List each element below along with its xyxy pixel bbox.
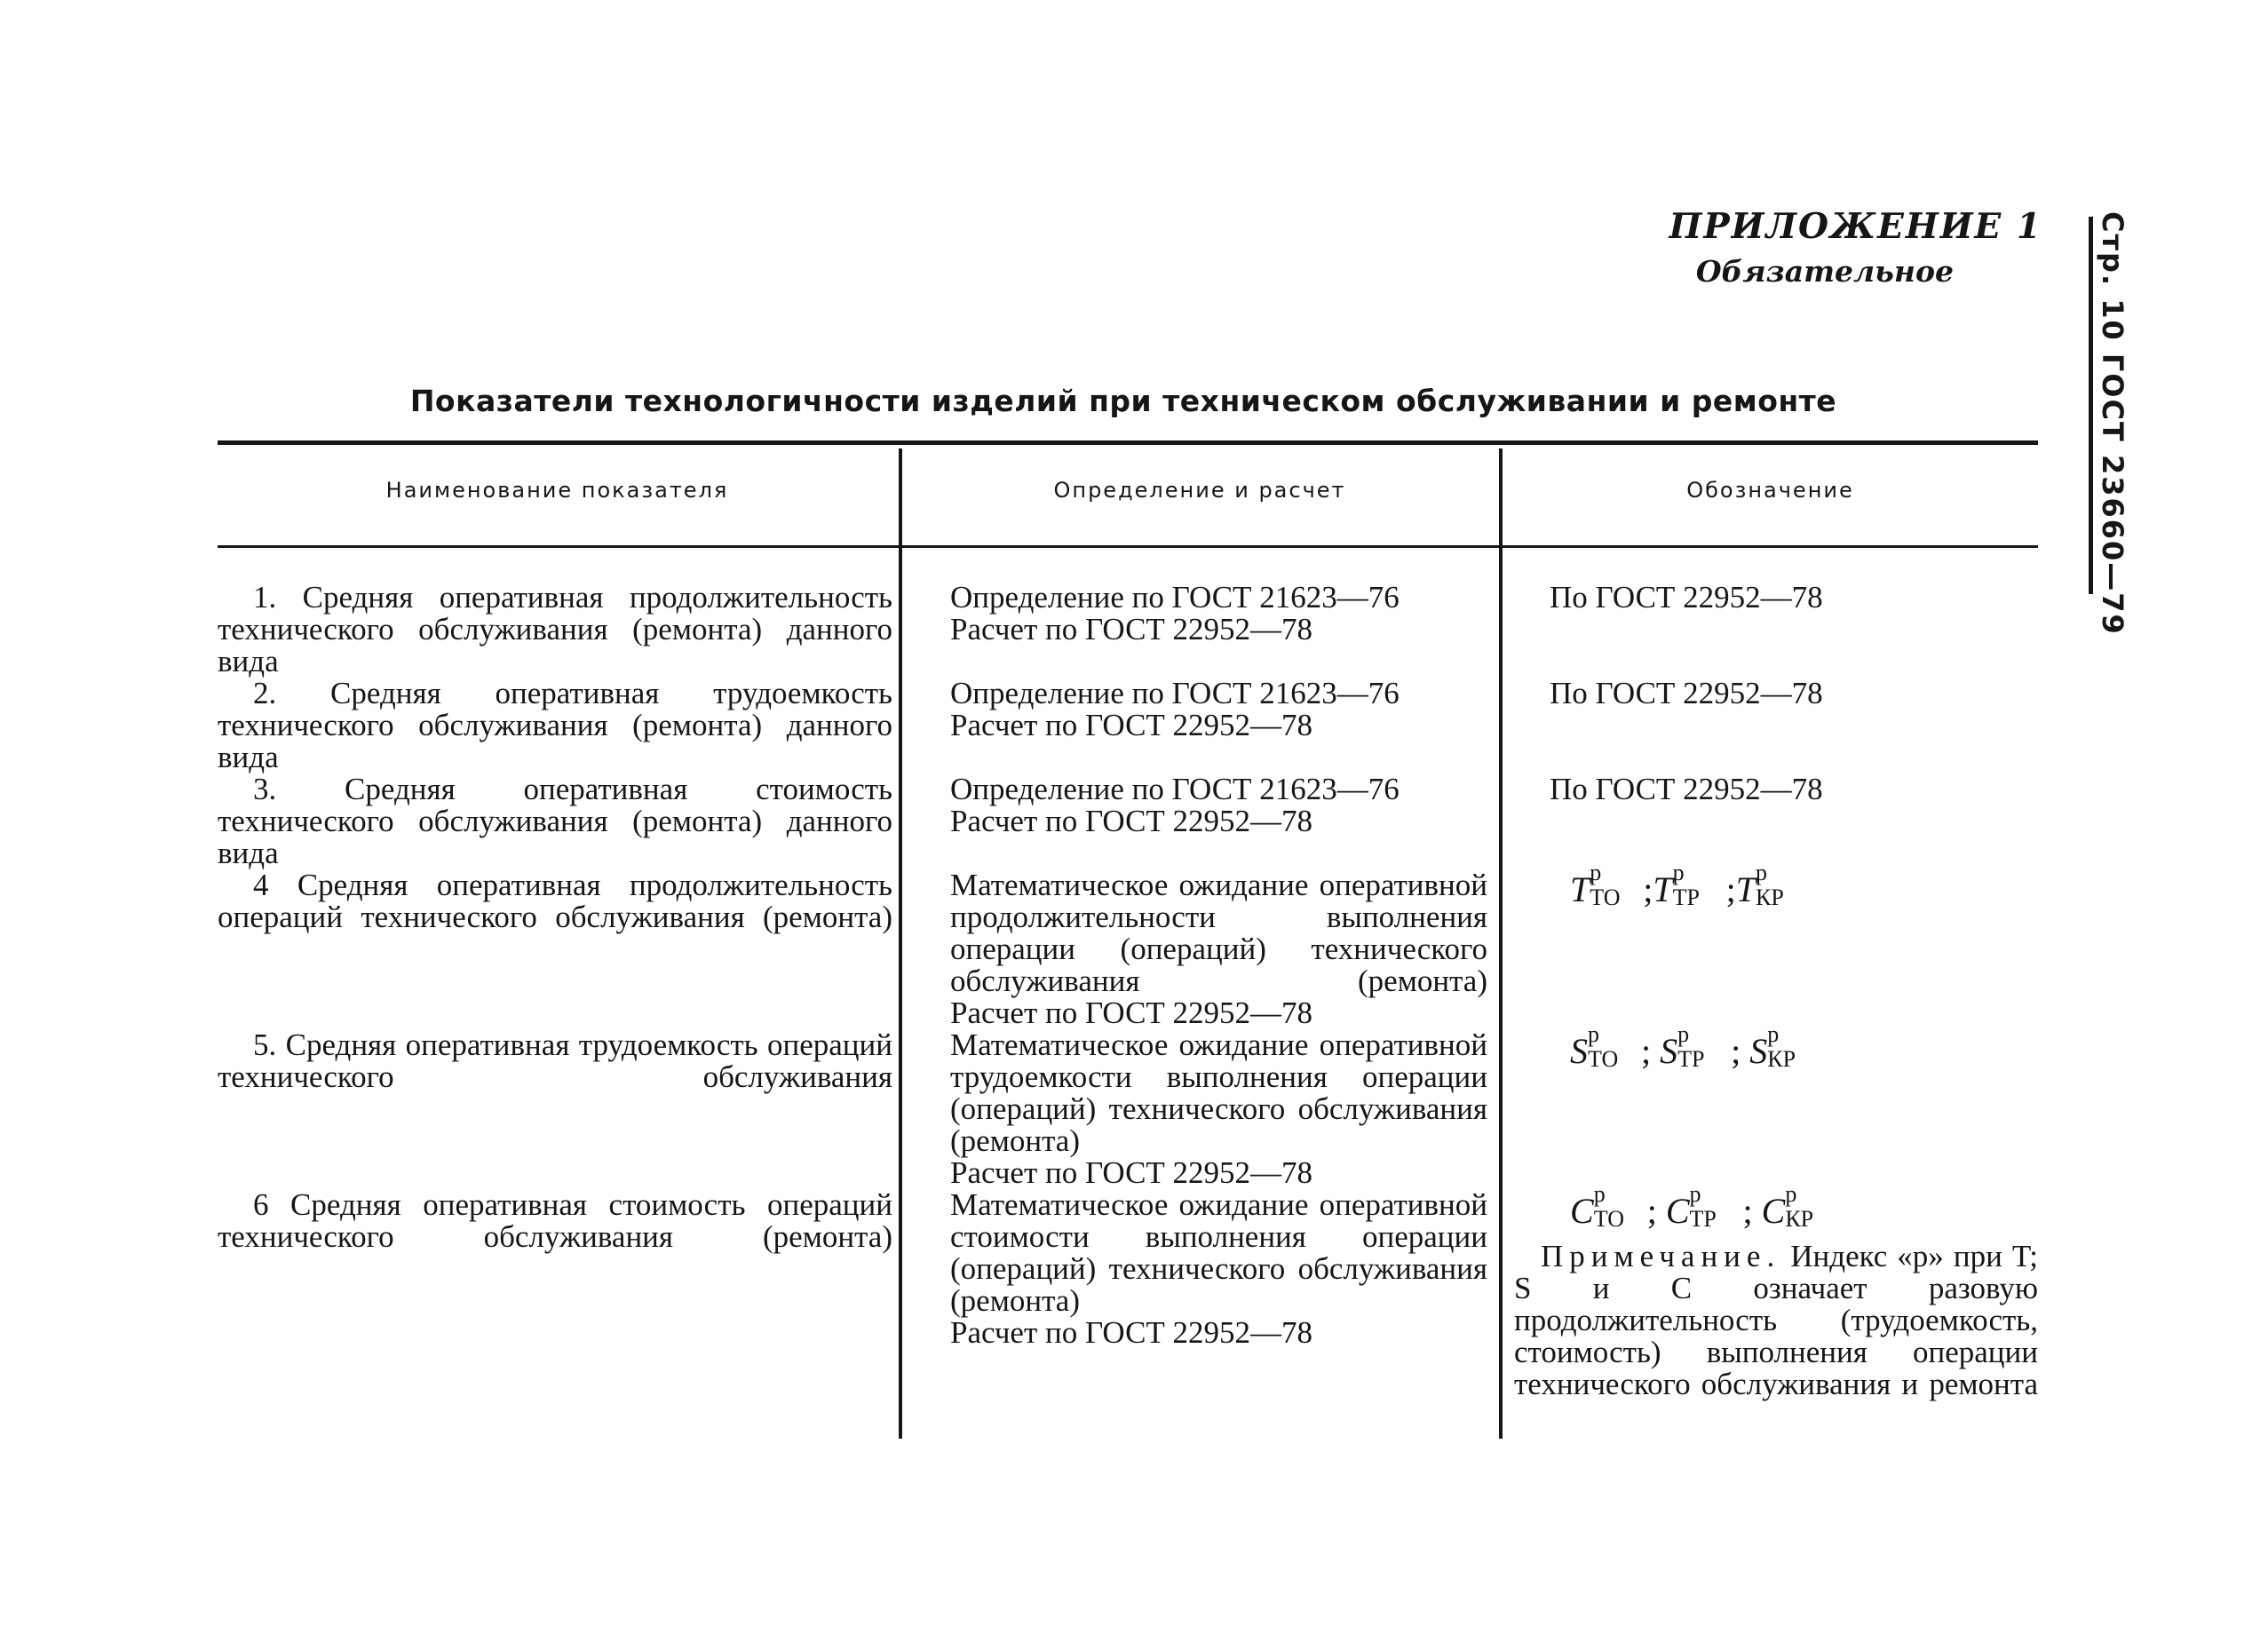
symbol-index: р ТР bbox=[1689, 1180, 1717, 1232]
row-designation: По ГОСТ 22952—78 bbox=[1550, 676, 1823, 710]
table-top-rule bbox=[218, 440, 2038, 445]
table-row bbox=[218, 582, 892, 678]
row-definition bbox=[950, 678, 1483, 742]
symbol-index: р ТР bbox=[1672, 859, 1700, 910]
table-header-rule bbox=[218, 545, 2038, 548]
symbol-separator: ; bbox=[1742, 1191, 1762, 1231]
column-header-name: Наименование показателя bbox=[385, 478, 729, 503]
symbol-index: р КР bbox=[1785, 1180, 1814, 1232]
row-name: 2. Средняя оперативная трудоемкость технического обслуживания (ремонта) данного вида bbox=[218, 676, 892, 774]
appendix-title: ПРИЛОЖЕНИЕ 1 bbox=[1669, 206, 2042, 247]
column-header-definition: Определение и расчет bbox=[1053, 478, 1346, 503]
symbol-letter: T bbox=[1735, 869, 1756, 909]
calculation-text: Расчет по ГОСТ 22952—78 bbox=[950, 1315, 1313, 1350]
symbol-separator: ; bbox=[1731, 1031, 1750, 1071]
definition-text: Математическое ожидание оперативной стоимости выполнения операции (операций) технического обслуживания (ремонта) bbox=[950, 1187, 1487, 1318]
row-name: 4 Средняя оперативная продолжительность операций технического обслуживания (ремонта) bbox=[218, 868, 892, 934]
symbol-separator: ; bbox=[1725, 869, 1736, 909]
symbol-letter: T bbox=[1570, 869, 1590, 909]
page-header: Стр. 10 ГОСТ 23660—79 bbox=[2096, 211, 2129, 636]
definition-text: Математическое ожидание оперативной продолжительности выполнения операции (операций) технического обслуживания (ремонта) bbox=[950, 868, 1487, 998]
table-row bbox=[218, 678, 892, 773]
column-header-designation: Обозначение bbox=[1686, 478, 1854, 503]
symbol-separator: ; bbox=[1646, 1191, 1666, 1231]
row-designation: По ГОСТ 22952—78 bbox=[1550, 772, 1823, 806]
symbol-letter: C bbox=[1665, 1191, 1690, 1231]
symbol-letter: S bbox=[1660, 1031, 1678, 1071]
table-row bbox=[218, 869, 892, 933]
row-definition bbox=[950, 582, 1483, 646]
symbol-letter: T bbox=[1653, 869, 1673, 909]
calculation-text: Расчет по ГОСТ 22952—78 bbox=[950, 804, 1313, 838]
symbol-letter: S bbox=[1749, 1031, 1768, 1071]
table-row bbox=[218, 1189, 892, 1253]
row-name: 1. Средняя оперативная продолжительность технического обслуживания (ремонта) данного вида bbox=[218, 580, 892, 678]
symbol-index: р ТР bbox=[1677, 1020, 1705, 1072]
symbol-separator: ; bbox=[1641, 1031, 1661, 1071]
row-name: 5. Средняя оперативная трудоемкость операций технического обслуживания bbox=[218, 1027, 892, 1094]
definition-text: Определение по ГОСТ 21623—76 bbox=[950, 580, 1400, 615]
definition-text: Математическое ожидание оперативной трудоемкости выполнения операции (операций) технического обслуживания (ремонта) bbox=[950, 1027, 1487, 1158]
calculation-text: Расчет по ГОСТ 22952—78 bbox=[950, 1155, 1313, 1190]
definition-text: Определение по ГОСТ 21623—76 bbox=[950, 772, 1400, 806]
table-row bbox=[218, 773, 892, 869]
calculation-text: Расчет по ГОСТ 22952—78 bbox=[950, 612, 1313, 646]
symbol-letter: S bbox=[1570, 1031, 1588, 1071]
symbol-index: р КР bbox=[1767, 1020, 1796, 1072]
row-definition bbox=[950, 1189, 1487, 1349]
row-name: 3. Средняя оперативная стоимость технического обслуживания (ремонта) данного вида bbox=[218, 772, 892, 870]
row-definition bbox=[950, 869, 1487, 1029]
appendix-subtitle: Обязательное bbox=[1695, 254, 1954, 289]
table-note bbox=[1514, 1241, 2038, 1400]
note-label: Примечание. bbox=[1541, 1239, 1781, 1273]
page-header-rule bbox=[2089, 217, 2093, 594]
row-name: 6 Средняя оперативная стоимость операций технического обслуживания (ремонта) bbox=[218, 1187, 892, 1254]
designation-symbols-c bbox=[1570, 1180, 1838, 1233]
column-divider-2 bbox=[1499, 448, 1503, 1439]
symbol-index: р ТО bbox=[1590, 859, 1621, 910]
row-designation: По ГОСТ 22952—78 bbox=[1550, 580, 1823, 615]
calculation-text: Расчет по ГОСТ 22952—78 bbox=[950, 708, 1313, 742]
definition-text: Определение по ГОСТ 21623—76 bbox=[950, 676, 1400, 710]
row-definition bbox=[950, 1029, 1487, 1189]
symbol-separator: ; bbox=[1643, 869, 1653, 909]
column-divider-1 bbox=[899, 448, 902, 1439]
note-text: Индекс «р» при T; S и C означает разовую продолжительность (трудоемкость, стоимость) выполнения операции технического обслуживания и ремонта bbox=[1514, 1239, 2039, 1401]
calculation-text: Расчет по ГОСТ 22952—78 bbox=[950, 996, 1313, 1030]
symbol-letter: C bbox=[1570, 1191, 1594, 1231]
table-row bbox=[218, 1029, 892, 1093]
symbol-letter: C bbox=[1761, 1191, 1786, 1231]
symbol-index: р КР bbox=[1756, 859, 1784, 910]
row-definition bbox=[950, 773, 1483, 837]
designation-symbols-s bbox=[1570, 1020, 1820, 1073]
designation-symbols-t bbox=[1570, 859, 1809, 911]
table-title: Показатели технологичности изделий при техническом обслуживании и ремонте bbox=[409, 384, 1837, 418]
symbol-index: р ТО bbox=[1588, 1020, 1619, 1072]
symbol-index: р ТО bbox=[1593, 1180, 1625, 1232]
